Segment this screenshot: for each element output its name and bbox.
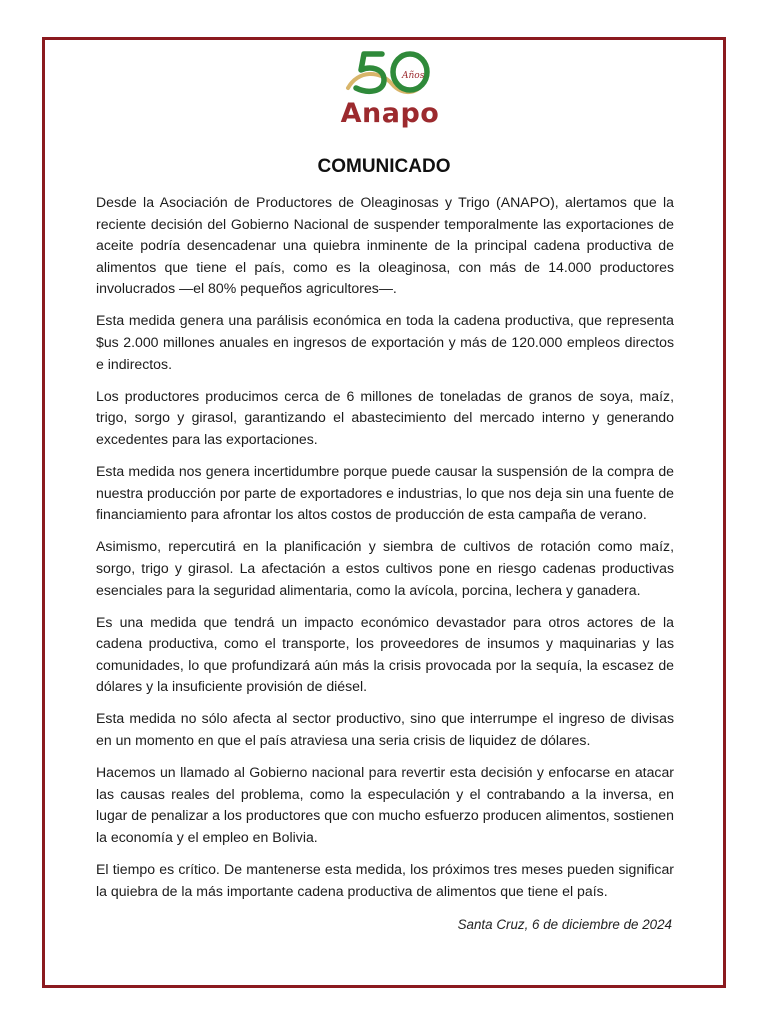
paragraph: Los productores producimos cerca de 6 millones de toneladas de granos de soya, maíz, trigo, sorgo y girasol, garantizando el abastecimiento del mercado interno y generando excedentes para las exportaciones. bbox=[96, 387, 674, 447]
anos-label: Años bbox=[402, 71, 425, 81]
brand-name: Anapo bbox=[340, 98, 440, 129]
page-title: COMUNICADO bbox=[317, 156, 451, 177]
anapo-logo bbox=[334, 48, 446, 132]
paragraph: Esta medida genera una parálisis económica en toda la cadena productiva, que representa $us 2.000 millones anuales en ingresos de exportación y más de 120.000 empleos directos e indirectos. bbox=[96, 312, 674, 372]
paragraph: Hacemos un llamado al Gobierno nacional para revertir esta decisión y enfocarse en atacar las causas reales del problema, como la especulación y el contrabando a la inversa, en lugar de penalizar a los productores que con mucho esfuerzo producen alimentos, sostienen la economía y el empleo en Bolivia. bbox=[96, 764, 674, 845]
communique-body bbox=[96, 192, 674, 913]
anniversary-50-emblem bbox=[334, 48, 446, 104]
paragraph: Asimismo, repercutirá en la planificación y siembra de cultivos de rotación como maíz, sorgo, trigo y girasol. La afectación a estos cultivos pone en riesgo cadenas productivas esenciales para la seguridad alimentaria, como la avícola, porcina, lechera y ganadera. bbox=[96, 538, 674, 598]
paragraph: Desde la Asociación de Productores de Oleaginosas y Trigo (ANAPO), alertamos que la reciente decisión del Gobierno Nacional de suspender temporalmente las exportaciones de aceite podría desencadenar una quiebra inminente de la principal cadena productiva de alimentos que tiene el país, como es la oleaginosa, con más de 14.000 productores involucrados —el 80% pequeños agricultores—. bbox=[96, 194, 674, 297]
paragraph: Esta medida nos genera incertidumbre porque puede causar la suspensión de la compra de nuestra producción por parte de exportadores e industrias, lo que nos deja sin una fuente de financiamiento para afrontar los altos costos de producción de esta campaña de verano. bbox=[96, 463, 674, 523]
paragraph: Esta medida no sólo afecta al sector productivo, sino que interrumpe el ingreso de divisas en un momento en que el país atraviesa una seria crisis de liquidez de dólares. bbox=[96, 710, 674, 749]
paragraph: El tiempo es crítico. De mantenerse esta medida, los próximos tres meses pueden significar la quiebra de la más importante cadena productiva de alimentos que tiene el país. bbox=[96, 861, 674, 899]
paragraph: Es una medida que tendrá un impacto económico devastador para otros actores de la cadena productiva, como el transporte, los proveedores de insumos y maquinarias y las comunidades, lo que profundizará aún más la crisis provocada por la sequía, la escasez de dólares y la insuficiente provisión de diésel. bbox=[96, 613, 674, 695]
place-date-signature: Santa Cruz, 6 de diciembre de 2024 bbox=[457, 917, 672, 932]
